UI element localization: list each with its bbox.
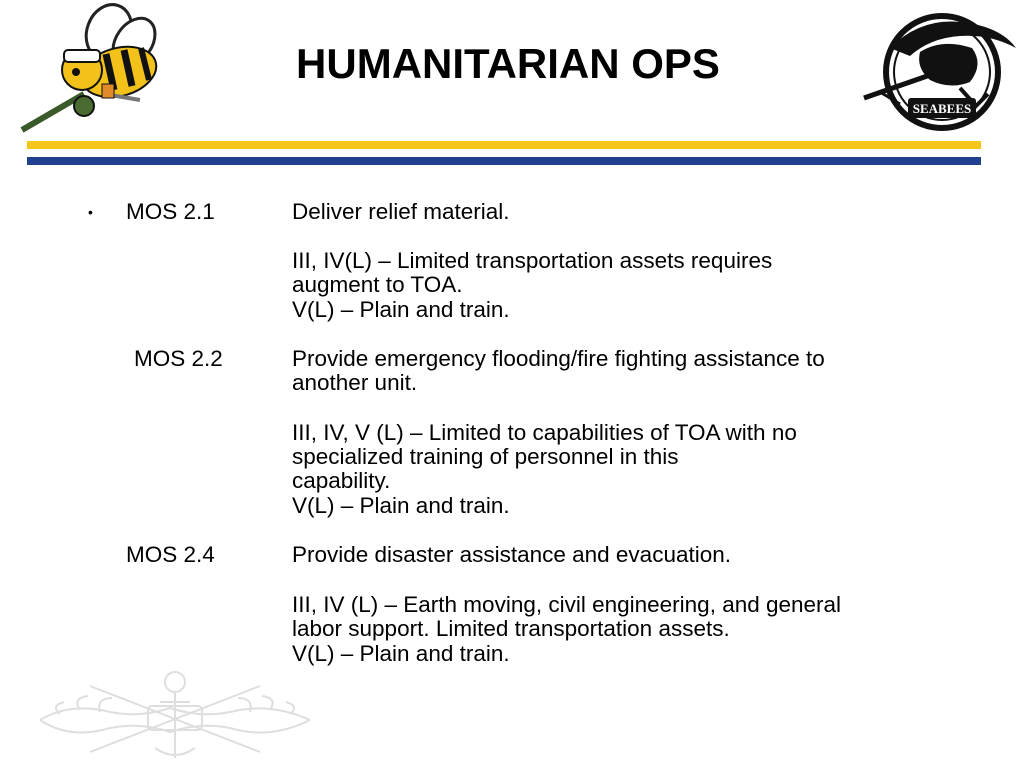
slide-title: HUMANITARIAN OPS — [296, 40, 720, 87]
mos-detail-line: specialized training of personnel in this — [292, 444, 679, 469]
mos-detail-line: III, IV, V (L) – Limited to capabilities of TOA with no — [292, 420, 797, 445]
mos-detail-line: III, IV (L) – Earth moving, civil engineering, and general — [292, 592, 842, 617]
mos-detail-line: V(L) – Plain and train. — [292, 493, 510, 518]
bullet-icon: • — [88, 204, 93, 220]
mos-detail-line: labor support. Limited transportation assets. — [292, 616, 730, 641]
mos-description: Deliver relief material. — [292, 199, 510, 224]
mos-description: Provide disaster assistance and evacuation. — [292, 542, 732, 567]
mos-detail-line: capability. — [292, 468, 391, 493]
mos-detail-line: V(L) – Plain and train. — [292, 641, 510, 666]
seabee-warfare-insignia-watermark — [30, 662, 320, 768]
mos-detail-line: V(L) – Plain and train. — [292, 297, 510, 322]
seabees-logo-text: SEABEES — [912, 101, 972, 116]
mos-description: another unit. — [292, 370, 418, 395]
mos-detail-line: III, IV(L) – Limited transportation assets requires — [292, 248, 773, 273]
mos-description: Provide emergency flooding/fire fighting assistance to — [292, 346, 825, 371]
mos-code: MOS 2.1 — [126, 199, 215, 224]
mos-code: MOS 2.4 — [126, 542, 215, 567]
mos-detail-line: augment to TOA. — [292, 272, 463, 297]
mos-code: MOS 2.2 — [134, 346, 223, 371]
